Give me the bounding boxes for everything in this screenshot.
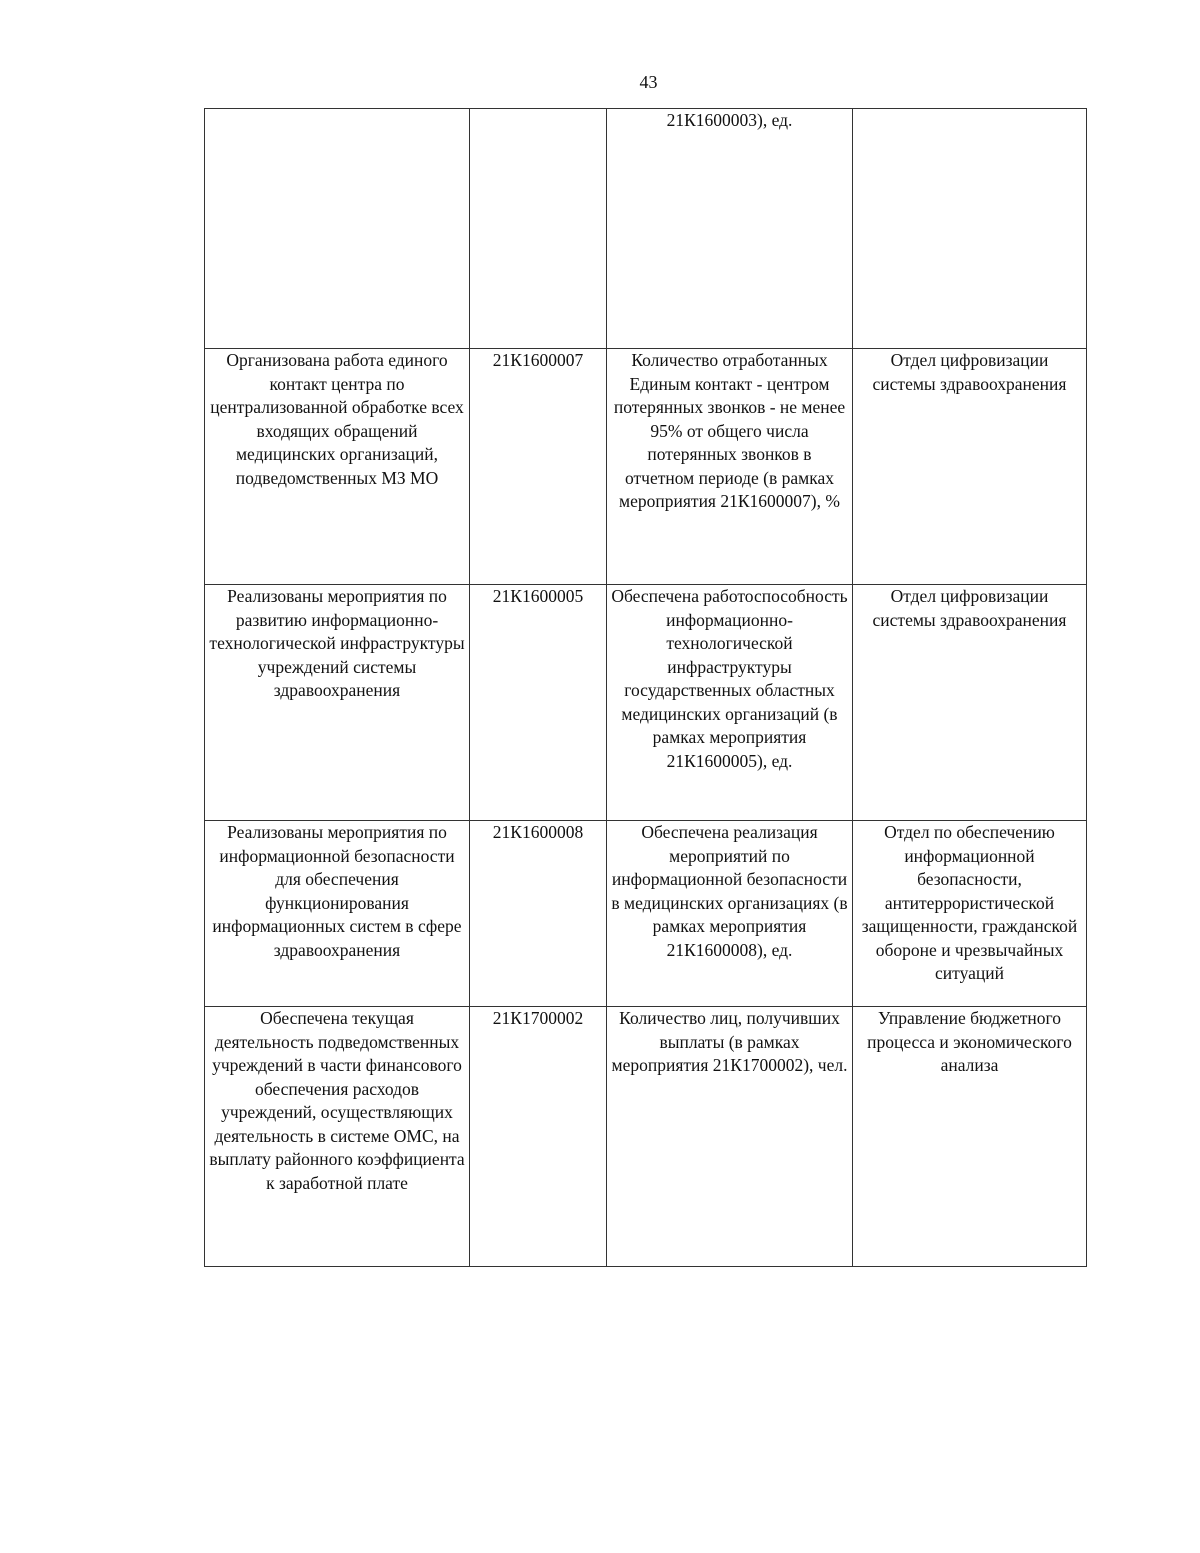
- indicator-cell: Обеспечена работоспособность информационно-технологической инфраструктуры государственных областных медицинских организаций (в рамках мероприятия 21К1600005), ед.: [607, 585, 853, 821]
- table-row: [205, 1007, 1087, 1267]
- indicator-cell: Обеспечена реализация мероприятий по информационной безопасности в медицинских организациях (в рамках мероприятия 21К1600008), ед.: [607, 821, 853, 1007]
- responsible-cell: Отдел цифровизации системы здравоохранения: [853, 585, 1087, 821]
- code-cell: 21К1600005: [470, 585, 607, 821]
- result-cell: [205, 109, 470, 349]
- result-cell: Реализованы мероприятия по развитию информационно-технологической инфраструктуры учреждений системы здравоохранения: [205, 585, 470, 821]
- result-cell: Обеспечена текущая деятельность подведомственных учреждений в части финансового обеспечения расходов учреждений, осуществляющих деятельность в системе ОМС, на выплату районного коэффициента к заработной плате: [205, 1007, 470, 1267]
- table-row: [205, 109, 1087, 349]
- responsible-cell: Управление бюджетного процесса и экономического анализа: [853, 1007, 1087, 1267]
- table-row: [205, 349, 1087, 585]
- responsible-cell: Отдел цифровизации системы здравоохранения: [853, 349, 1087, 585]
- result-cell: Организована работа единого контакт центра по централизованной обработке всех входящих обращений медицинских организаций, подведомственных МЗ МО: [205, 349, 470, 585]
- table-row: [205, 585, 1087, 821]
- indicator-cell: Количество лиц, получивших выплаты (в рамках мероприятия 21К1700002), чел.: [607, 1007, 853, 1267]
- code-cell: [470, 109, 607, 349]
- measures-table: [204, 108, 1087, 1267]
- result-cell: Реализованы мероприятия по информационной безопасности для обеспечения функционирования информационных систем в сфере здравоохранения: [205, 821, 470, 1007]
- table-row: [205, 821, 1087, 1007]
- code-cell: 21К1600007: [470, 349, 607, 585]
- responsible-cell: Отдел по обеспечению информационной безопасности, антитеррористической защищенности, гражданской обороне и чрезвычайных ситуаций: [853, 821, 1087, 1007]
- responsible-cell: [853, 109, 1087, 349]
- page-number: 43: [639, 72, 658, 92]
- code-cell: 21К1600008: [470, 821, 607, 1007]
- code-cell: 21К1700002: [470, 1007, 607, 1267]
- indicator-cell: 21К1600003), ед.: [607, 109, 853, 349]
- indicator-cell: Количество отработанных Единым контакт - центром потерянных звонков - не менее 95% от общего числа потерянных звонков в отчетном периоде (в рамках мероприятия 21К1600007), %: [607, 349, 853, 585]
